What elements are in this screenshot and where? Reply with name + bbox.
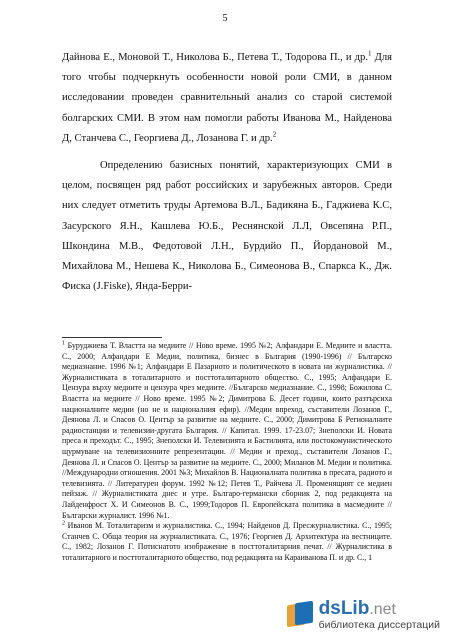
dslib-watermark[interactable] [285, 599, 440, 631]
paragraph-2: Определению базисных понятий, характеризующих СМИ в целом, посвящен ряд работ российских и зарубежных авторов. Среди них следует отметить труды Артемова В.Л., Бадикяна Б., Гаджиева К.С, Засурского Я.Н., Кашлева Ю.Б., Реснянской Л.Л, Овсепяна Р.П., Шкондина М.В., Федотовой Л.Н., Бурдийо П., Йордановой М., Михайлова М., Нешева К., Николова Б., Симеонова В., Спаркса К., Дж. Фиска (J.Fiske), Янда-Берри- [62, 160, 392, 293]
footnote-separator [62, 337, 162, 338]
watermark-text [319, 599, 440, 631]
watermark-subtitle: библиотека диссертаций [318, 618, 440, 631]
footnote-1 [62, 341, 392, 521]
footnote-2-text: Иванов М. Тоталитаризм и журналистика. С., 1994; Найденов Д. Пресжурналистика. С., 1995; Станчев С. Обща теория на журналистиката. С., 1976; Георгиев Д. Архитектура на вестниците. С., 1982; Лозанов Г. Потиснатото изображение в посттоталитарния печат. // Журналистика в тоталитарного и посттоталитарното общество, под редакцията на Караиванова П. и др. С., 1 [62, 521, 392, 562]
paragraph-1-text-a: Дайнова Е., Моновой Т., Николова Б., Петева Т., Тодорова П., и др. [62, 52, 368, 63]
main-text [62, 48, 392, 297]
footnotes [62, 341, 392, 563]
page-number: 5 [222, 13, 228, 24]
footnote-2 [62, 521, 392, 563]
footnote-ref-2: 2 [272, 130, 277, 139]
watermark-brand-tld: .net [369, 600, 396, 618]
watermark-brand [319, 599, 440, 618]
footnote-1-mark: 1 [62, 340, 65, 347]
footnote-2-mark: 2 [62, 520, 65, 527]
paragraph-1-text-b: Для того чтобы подчеркнуть особенности новой роли СМИ, в данном исследовании проведен сравнительный анализ со старой системой болгарских СМИ. В этом нам помогли работы Иванова М., Найденова Д, Станчева С., Георгиева Д., Лозанова Г. и др. [62, 52, 392, 144]
book-logo-icon [285, 601, 315, 627]
paragraph-1 [62, 48, 392, 149]
footnote-1-text: Буруджиева Т. Властта на медиите // Ново време. 1995 №2; Алфандари Е. Медиите и властта. С., 2000; Алфандари Е Медии, политика, бизнес в България (1990-1996) // Българско медиазнание. 1996 №1; Алфандари Е Пазарното и политическото в новата ни журналистика. // Журналистиката в тоталитарното и посттоталитарното общество. С., 1995; Алфандари Е. Цензура върху медиите и цензура чрез медиите. //Българско медиазнание. С., 1998; Божилова С. Властта на медиите // Ново време. 1995 №2; Димитрова Б. Десет години, които разтърсиха националните медии (но не и националния ефир). //Медии впреход, съставители Лозанов Г., Деянова Л. и Спасов О. Център за развитие на медиите. С., 2000; Димитрова Б Регионалните радиостанции и телевизии-другата България. // Капитал. 1999. 17-23.07; Знеполски И. Новата преса и преходът. С., 1995; Знеполски И. Телевизията и Бастилията, или постокомунистическото щурмуване на телевизионните репрезентации. // Медии и преход., съставители Лозанов Г., Деянова Л. и Спасов О. Център за развитие на медиите. С., 2000; Миланов М. Медии и политика. //Международни отношения. 2001 №3; Михайлов В. Националната политика в пресата, радиото и телевизията. // Литературен форум. 1992 №12; Петев Т., Райчева Л. Променящият се медиен пейзаж. // Журналистиката днес и утре. Българо-германски сборник 2, под редакцията на Лайденфрост Х. И Симеонов В. С., 1999;Тодоров П. Европейската политика в масмедиите // Български журналист. 1996 №1. [62, 341, 392, 520]
watermark-brand-main: dsLib [318, 597, 370, 619]
footnote-ref-1: 1 [368, 49, 372, 58]
